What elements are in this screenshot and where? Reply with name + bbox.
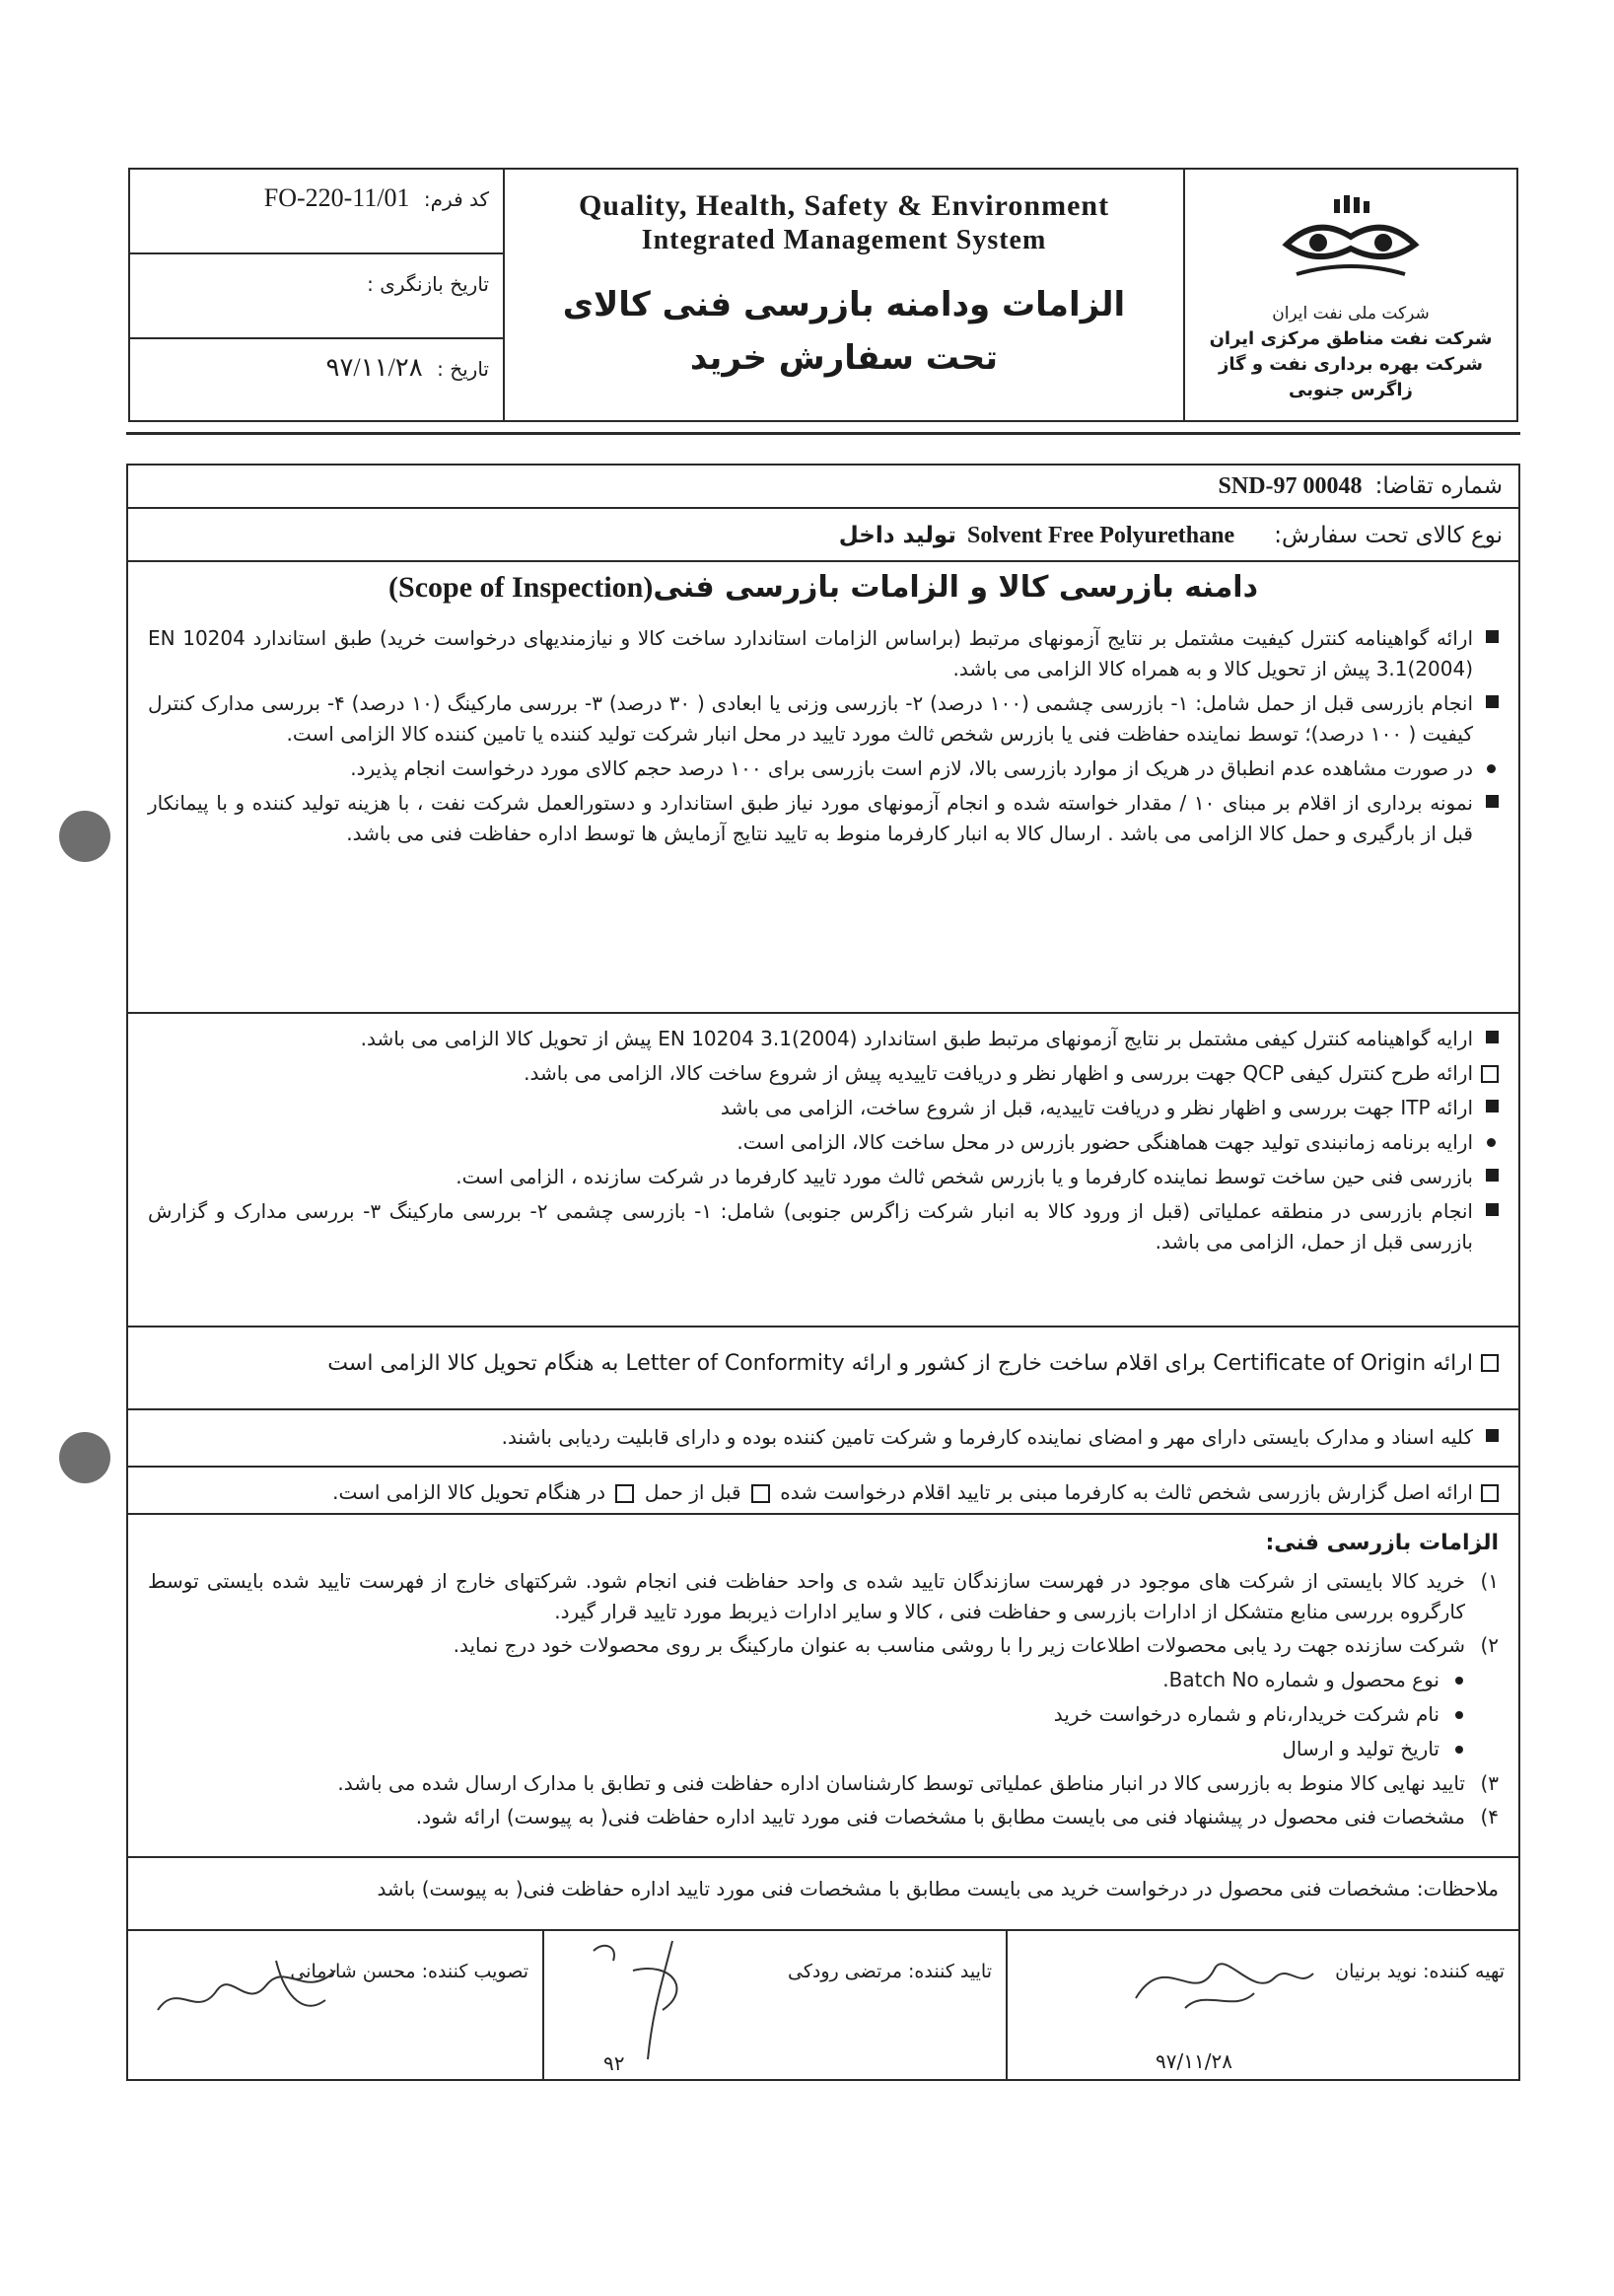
notes-row — [128, 1856, 1518, 1925]
goods-name-en: Solvent Free Polyurethane — [967, 523, 1235, 548]
list-item: ۲) شرکت سازنده جهت رد یابی محصولات اطلاعات زیر را با روشی مناسب به عنوان مارکینگ بر روی محصولات خود درج نماید. — [453, 1633, 1499, 1658]
confirmed-by: تایید کننده: مرتضی رودکی — [788, 1961, 992, 1982]
prepared-date: ۹۷/۱۱/۲۸ — [1156, 2049, 1232, 2073]
revision-date-cell — [130, 254, 503, 339]
system-title-line-1: Quality, Health, Safety & Environment — [578, 189, 1110, 222]
marking-item: تاریخ تولید و ارسال — [148, 1734, 1499, 1764]
title-cell — [505, 170, 1185, 420]
bullet-square-icon — [1486, 695, 1499, 708]
bullet-square-icon — [1486, 1203, 1499, 1216]
list-item: ارائه ITP جهت بررسی و اظهار نظر و دریافت تاییدیه، قبل از شروع ساخت، الزامی می باشد — [148, 1093, 1499, 1123]
form-code-cell — [130, 170, 503, 254]
list-item: ارایه گواهینامه کنترل کیفی مشتمل بر نتایج آزمونهای مرتبط طبق استاندارد EN 10204 3.1(2004) پیش از تحویل کالا الزامی می باشد. — [148, 1024, 1499, 1054]
system-title-line-2: Integrated Management System — [641, 225, 1047, 255]
list-item: انجام بازرسی در منطقه عملیاتی (قبل از ورود کالا به انبار شرکت زاگرس جنوبی) شامل: ۱- بازرسی چشمی ۲- بررسی مارکینگ ۳- بررسی مدارک و گزارش بازرسی قبل از حمل، الزامی می باشد. — [148, 1196, 1499, 1257]
list-item: ارائه اصل گزارش بازرسی شخص ثالث به کارفرما مبنی بر تایید اقلام درخواست شده قبل از حمل در هنگام تحویل کالا الزامی است. — [148, 1477, 1499, 1508]
bullet-dot-icon — [1487, 764, 1496, 773]
section-manufacturing — [128, 1014, 1518, 1327]
approved-by: تصویب کننده: محسن شادمانی — [290, 1961, 528, 1982]
list-item: در صورت مشاهده عدم انطباق در هریک از موارد بازرسی بالا، لازم است بازرسی برای ۱۰۰ درصد حجم کالای مورد درخواست انجام پذیرد. — [148, 753, 1499, 784]
signature-icon — [1126, 1939, 1323, 2018]
company-name-1: شرکت نفت مناطق مرکزی ایران — [1209, 327, 1493, 349]
divider — [126, 432, 1520, 435]
list-item: ارائه طرح کنترل کیفی QCP جهت بررسی و اظهار نظر و دریافت تاییدیه پیش از شروع ساخت کالا، الزامی می باشد. — [148, 1058, 1499, 1089]
bullet-square-icon — [1486, 795, 1499, 808]
checkbox-at-delivery[interactable] — [615, 1484, 634, 1503]
date-value: ۹۷/۱۱/۲۸ — [325, 353, 423, 382]
signatures-row — [128, 1929, 1518, 2079]
section-third-party — [128, 1468, 1518, 1515]
signature-icon — [574, 1931, 732, 2069]
list-item: انجام بازرسی قبل از حمل شامل: ۱- بازرسی چشمی (۱۰۰ درصد) ۲- بازرسی وزنی یا ابعادی ( ۳۰ درصد) ۳- بررسی مارکینگ (۱۰ درصد) ۴- بررسی مدارک کنترل کیفیت ( ۱۰۰ درصد)؛ توسط نماینده حفاظت فنی یا بازرس شخص ثالث مورد تایید در محل انبار شرکت تولید کننده یا تامین کننده کالا الزامی است. — [148, 688, 1499, 750]
list-item: ۱) خرید کالا بایستی از شرکت های موجود در فهرست سازندگان تایید شده ی واحد حفاظت فنی انجام شود. شرکتهای خارج از فهرست تایید شده بایستی توسط کارگروه بررسی منابع متشکل از ادارات بازرسی و حفاظت فنی ، کالا و سایر ادارات ذیربط مورد تایید قرار گیرد. — [148, 1569, 1499, 1624]
section-pre-shipment — [128, 611, 1518, 1014]
revision-date-label: تاریخ بازنگری : — [367, 272, 489, 296]
company-name-2: شرکت بهره برداری نفت و گاز زاگرس جنوبی — [1219, 353, 1483, 400]
checkbox-icon[interactable] — [1481, 1065, 1499, 1083]
technical-requirements — [128, 1521, 1518, 1830]
bullet-dot-icon — [1455, 1711, 1463, 1719]
bullet-dot-icon — [1487, 1138, 1496, 1147]
bullet-square-icon — [1486, 1169, 1499, 1182]
request-number-label: شماره تقاضا: — [1374, 473, 1503, 499]
request-number: SND-97 00048 — [1218, 473, 1363, 499]
section-certificates — [128, 1327, 1518, 1410]
scope-title-en: (Scope of Inspection) — [388, 571, 654, 604]
date-label: تاریخ : — [437, 357, 489, 381]
bullet-dot-icon — [1455, 1677, 1463, 1685]
inspection-form — [126, 464, 1520, 2081]
bullet-square-icon — [1486, 630, 1499, 643]
punch-hole — [59, 1432, 110, 1483]
form-code-label: کد فرم: — [423, 187, 489, 211]
list-item: ارائه Certificate of Origin برای اقلام ساخت خارج از کشور و ارائه Letter of Conformity به هنگام تحویل کالا الزامی است — [148, 1347, 1499, 1381]
notes-label: ملاحظات: — [1416, 1877, 1499, 1901]
logo-caption: شرکت ملی نفت ایران — [1272, 304, 1430, 323]
checkbox-before-shipping[interactable] — [751, 1484, 770, 1503]
scope-title — [144, 564, 1503, 611]
section-documents — [128, 1410, 1518, 1468]
request-number-row — [128, 466, 1518, 509]
list-item: نمونه برداری از اقلام بر مبنای ۱۰ / مقدار خواسته شده و انجام آزمونهای مورد نیاز طبق استاندارد و دستورالعمل شرکت نفت ، با هزینه تولید کننده و با پیمانکار قبل از بارگیری و حمل کالا الزامی می باشد . ارسال کالا به انبار کارفرما منوط به تایید نتایج آزمایش ها توسط اداره حفاظت فنی می باشد. — [148, 788, 1499, 849]
confirmed-by-cell — [542, 1931, 1006, 2079]
goods-type-label: نوع کالای تحت سفارش: — [1274, 523, 1503, 548]
goods-name-fa: تولید داخل — [838, 523, 956, 548]
notes-text: مشخصات فنی محصول در درخواست خرید می بایست مطابق با مشخصات فنی مورد تایید اداره حفاظت فنی( به پیوست) باشد — [377, 1877, 1411, 1901]
approved-by-cell — [128, 1931, 542, 2079]
goods-type-row — [128, 509, 1518, 562]
bullet-square-icon — [1486, 1031, 1499, 1043]
bullet-dot-icon — [1455, 1746, 1463, 1754]
list-item: ۴) مشخصات فنی محصول در پیشنهاد فنی می بایست مطابق با مشخصات فنی مورد تایید اداره حفاظت فنی( به پیوست) ارائه شود. — [415, 1805, 1499, 1830]
nioc-logo-icon — [1277, 195, 1425, 290]
scope-title-fa: دامنه بازرسی کالا و الزامات بازرسی فنی — [653, 570, 1258, 605]
company-cell — [1185, 170, 1516, 420]
document-title: الزامات ودامنه بازرسی فنی کالای تحت سفارش خرید — [562, 285, 1126, 379]
form-info-cells — [130, 170, 505, 420]
checkbox-icon[interactable] — [1481, 1484, 1499, 1502]
list-item: کلیه اسناد و مدارک بایستی دارای مهر و امضای نماینده کارفرما و شرکت تامین کننده بوده و دارای قابلیت ردیابی باشند. — [148, 1422, 1499, 1453]
list-item: ۳) تایید نهایی کالا منوط به بازرسی کالا در انبار مناطق عملیاتی توسط کارشناسان اداره حفاظت فنی و تطابق با مدارک ارسال شده می باشد. — [337, 1771, 1499, 1796]
bullet-square-icon — [1486, 1429, 1499, 1442]
marking-item: نام شرکت خریدار،نام و شماره درخواست خرید — [148, 1699, 1499, 1730]
confirm-number: ۹۲ — [603, 2051, 625, 2075]
technical-requirements-title: الزامات بازرسی فنی: — [1265, 1531, 1499, 1555]
scope-title-row — [128, 564, 1518, 611]
checkbox-icon[interactable] — [1481, 1354, 1499, 1372]
signature-icon — [148, 1941, 365, 2030]
bullet-square-icon — [1486, 1100, 1499, 1112]
document-header — [128, 168, 1518, 422]
marking-item: نوع محصول و شماره Batch No. — [148, 1665, 1499, 1695]
list-item: ارائه گواهینامه کنترل کیفیت مشتمل بر نتایج آزمونهای مرتبط (براساس الزامات استاندارد ساخت کالا و نیازمندیهای درخواست خرید) طبق استاندارد EN 10204 3.1(2004) پیش از تحویل کالا و به همراه کالا الزامی می باشد. — [148, 623, 1499, 684]
list-item: ارایه برنامه زمانبندی تولید جهت هماهنگی حضور بازرس در محل ساخت کالا، الزامی است. — [148, 1127, 1499, 1158]
punch-hole — [59, 811, 110, 862]
list-item: بازرسی فنی حین ساخت توسط نماینده کارفرما و یا بازرس شخص ثالث مورد تایید کارفرما در شرکت سازنده ، الزامی است. — [148, 1162, 1499, 1192]
prepared-by: تهیه کننده: نوید برنیان — [1335, 1961, 1505, 1982]
prepared-by-cell — [1006, 1931, 1518, 2079]
form-code: FO-220-11/01 — [263, 183, 410, 212]
date-cell — [130, 339, 503, 424]
